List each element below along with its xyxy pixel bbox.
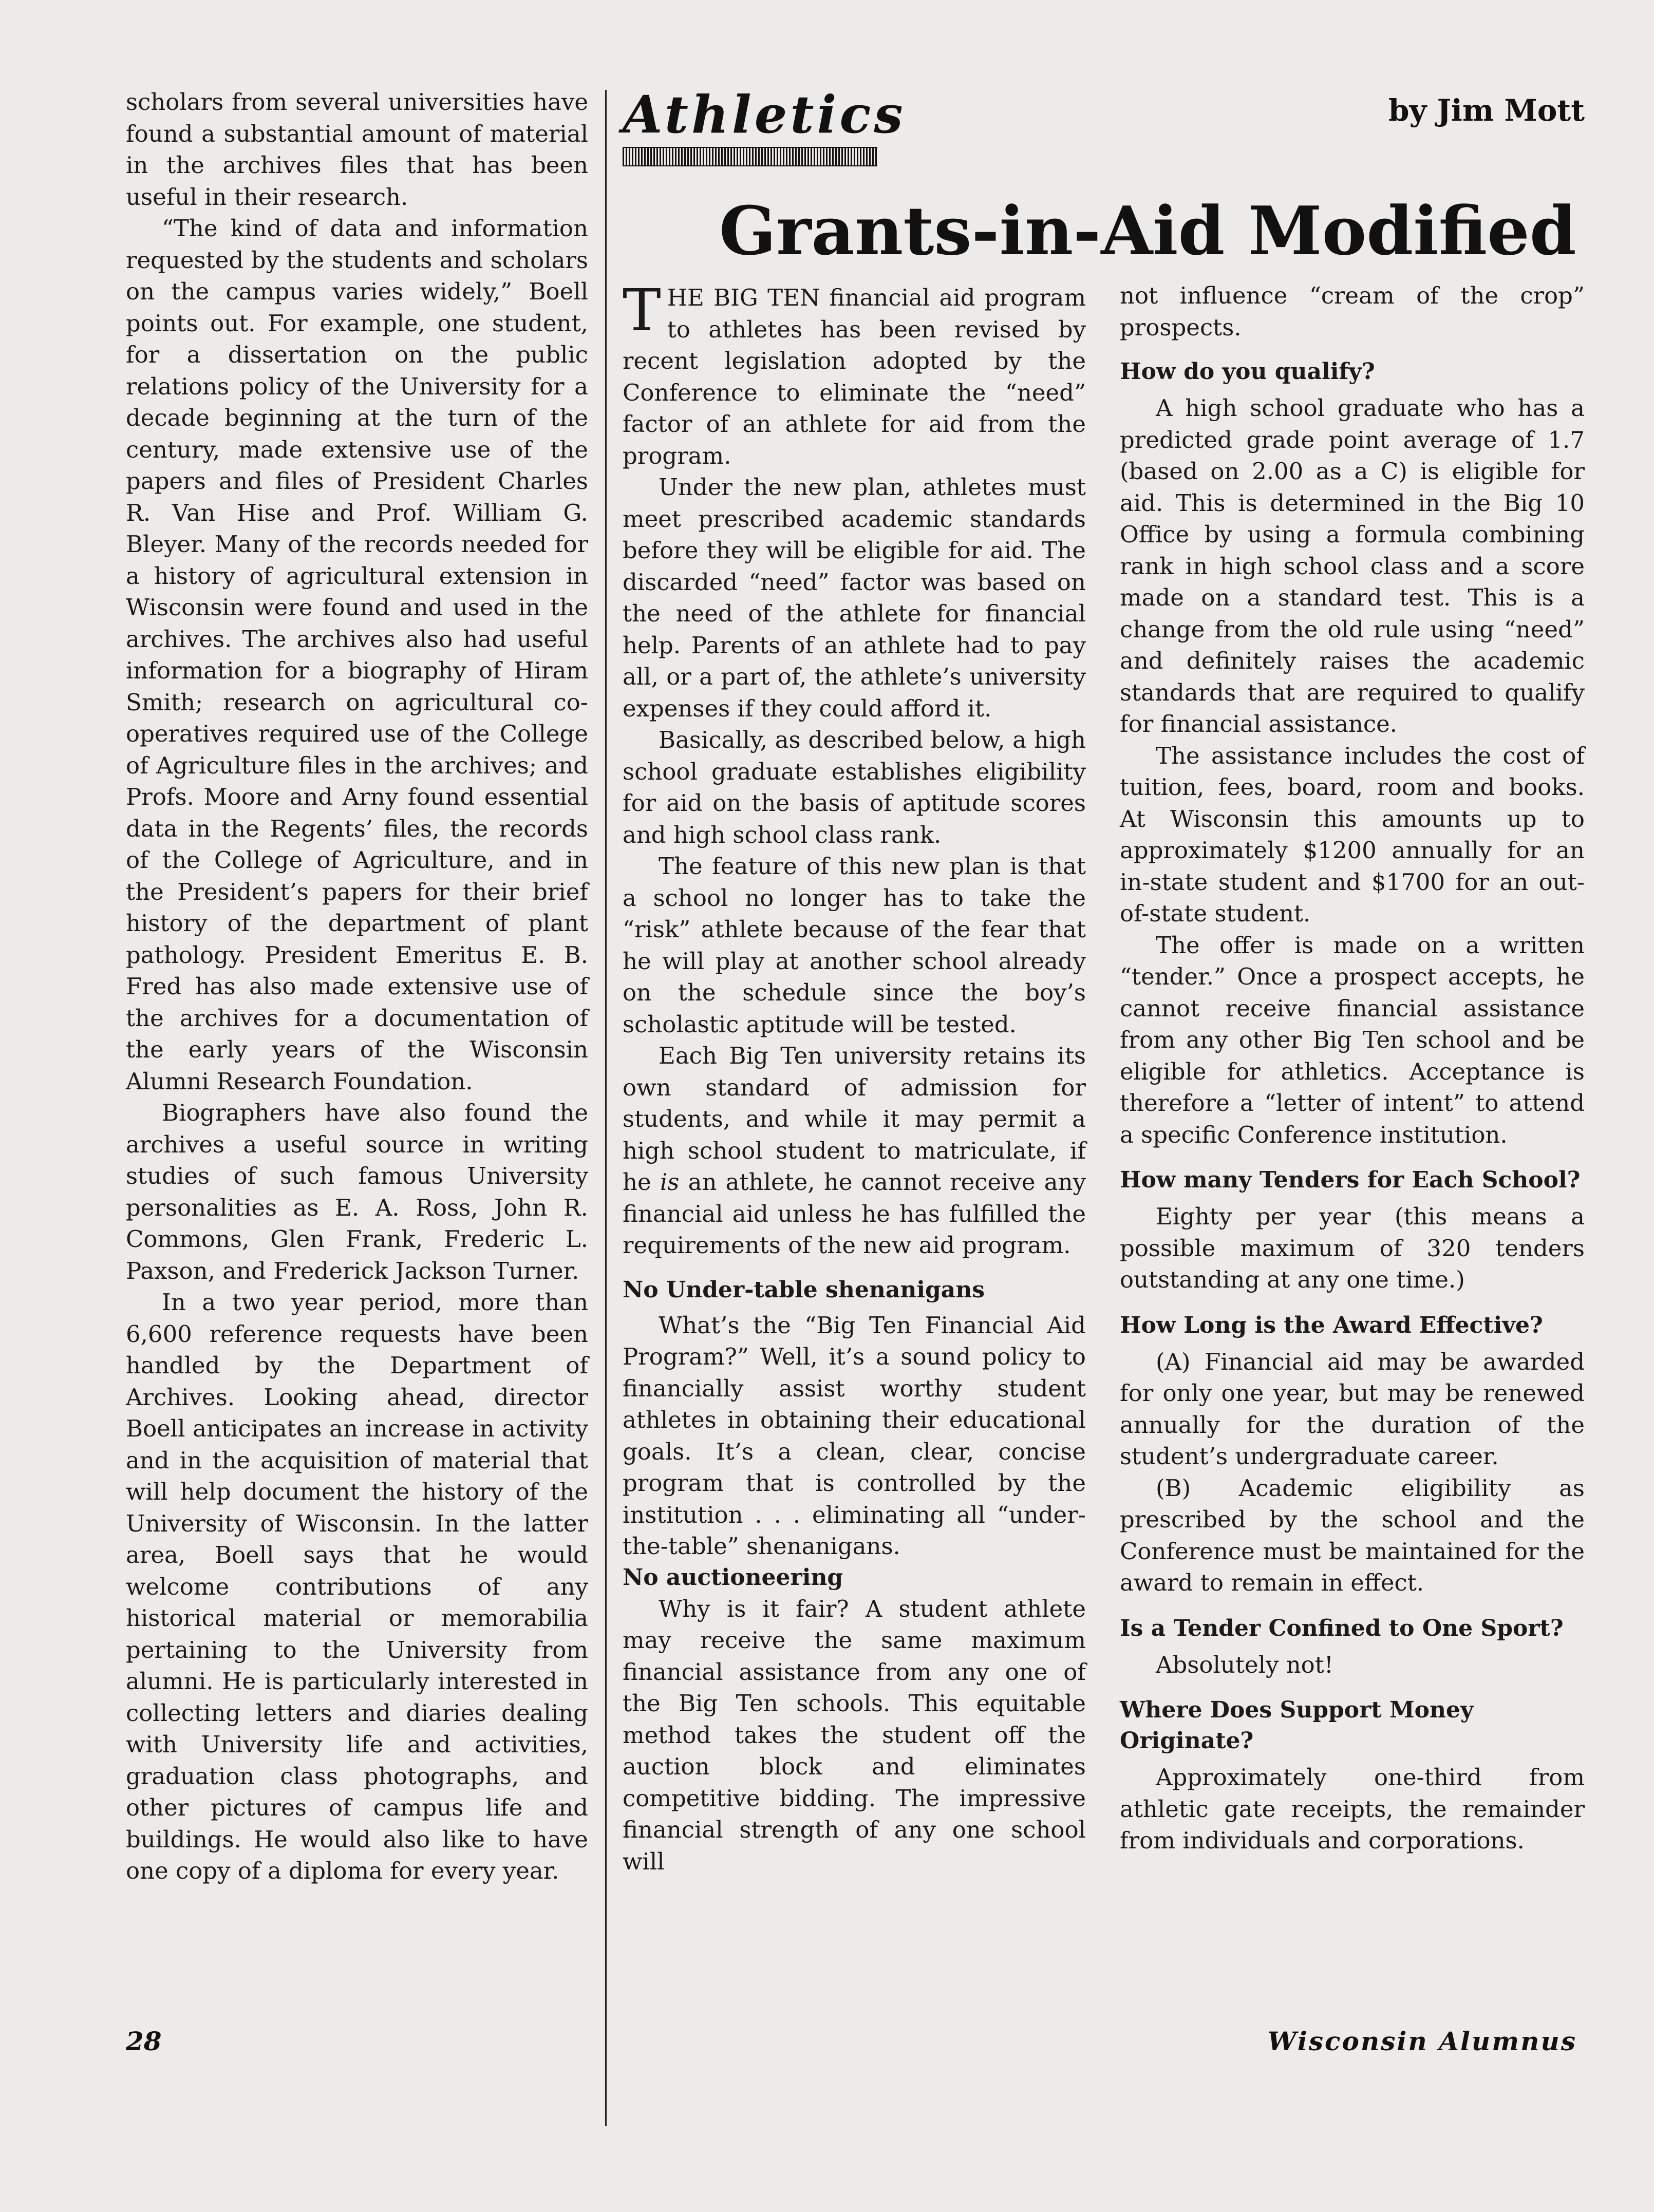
paragraph: (B) Academic eligibility as prescribed by the school and the Conference must be maintained for the award to remain in effect. [1120,1474,1585,1596]
paragraph: Absolutely not! [1156,1651,1333,1678]
middle-column [623,277,1086,1877]
section-title-bar [623,147,877,166]
paragraph: (A) Financial aid may be awarded for only one year, but may be renewed annually for the duration of the student’s undergraduate career. [1120,1348,1585,1470]
paragraph: scholars from several universities have found a substantial amount of material in the archives files that has been useful in their research. [126,88,588,211]
emphasis: is [660,1168,680,1196]
paragraph: Under the new plan, athletes must meet prescribed academic standards before they will be eligible for aid. The discarded “need” factor was based on the need of the athlete for financial help. Parents of an athlete had to pay all, or a part of, the athlete’s university expenses if they could afford it. [623,474,1086,722]
subheading: No auctioneering [623,1564,843,1591]
subheading: How do you qualify? [1120,358,1375,385]
paragraph: The feature of this new plan is that a school no longer has to take the “risk” athlete because of the fear that he will play at another school already on the schedule since the boy’s scholastic aptitude will be tested. [623,853,1086,1038]
paragraph: Eighty per year (this means a possible maximum of 320 tenders outstanding at any one time.) [1120,1203,1585,1293]
paragraph: Approximately one-third from athletic gate receipts, the remainder from individuals and corporations. [1120,1764,1585,1854]
subheading: How Long is the Award Effective? [1120,1312,1543,1338]
page-number: 28 [126,2026,162,2056]
paragraph: The assistance includes the cost of tuition, fees, board, room and books. At Wisconsin this amounts up to approximately $1200 annually for an in-state student and $1700 for an out-of-state student. [1120,742,1585,927]
paragraph: In a two year period, more than 6,600 reference requests have been handled by the Department of Archives. Looking ahead, director Boell anticipates an increase in activity and in the acquisition of material that will help document the history of the University of Wisconsin. In the latter area, Boell says that he would welcome contributions of any historical material or memorabilia pertaining to the University from alumni. He is particularly interested in collecting letters and diaries dealing with University life and activities, graduation class photographs, and other pictures of campus life and buildings. He would also like to have one copy of a diploma for every year. [126,1289,588,1884]
lead-paragraph [623,277,1086,471]
subheading: Is a Tender Confined to One Sport? [1120,1615,1564,1641]
publication-name: Wisconsin Alumnus [1267,2026,1577,2056]
paragraph: Biographers have also found the archives a useful source in writing studies of such famous University personalities as E. A. Ross, John R. Commons, Glen Frank, Frederic L. Paxson, and Frederick Jackson Turner. [126,1099,588,1284]
subheading: Where Does Support Money Originate? [1120,1697,1474,1754]
left-column [126,86,588,1887]
paragraph-text: Each Big Ten university retains its own standard of admission for students, and while it may permit a high school student to matriculate, if he [623,1042,1086,1196]
paragraph: “The kind of data and information requested by the students and scholars on the campus varies widely,” Boell points out. For example, one student, for a dissertation on the public relations policy of the University for a decade beginning at the turn of the century, made extensive use of the papers and files of President Charles R. Van Hise and Prof. William G. Bleyer. Many of the records needed for a history of agricultural extension in Wisconsin were found and used in the archives. The archives also had useful information for a biography of Hiram Smith; research on agricultural co-operatives required use of the College of Agriculture files in the archives; and Profs. Moore and Arny found essential data in the Regents’ files, the records of the College of Agriculture, and in the President’s papers for their brief history of the department of plant pathology. President Emeritus E. B. Fred has also made extensive use of the archives for a documentation of the early years of the Wisconsin Alumni Research Foundation. [126,215,588,1095]
right-column [1120,280,1585,1857]
subheading: No Under-table shenanigans [623,1276,985,1303]
byline: by Jim Mott [1388,93,1585,128]
lead-text: HE BIG TEN financial aid program to athletes has been revised by recent legislation adopted by the Conference to eliminate the “need” factor of an athlete for aid from the program. [623,284,1086,469]
paragraph: Basically, as described below, a high school graduate establishes eligibility for aid on the basis of aptitude scores and high school class rank. [623,726,1086,848]
column-divider [605,90,607,2126]
paragraph: A high school graduate who has a predicted grade point average of 1.7 (based on 2.00 as a C) is eligible for aid. This is determined in the Big 10 Office by using a formula combining rank in high school class and a score made on a standard test. This is a change from the old rule using “need” and definitely raises the academic standards that are required to qualify for financial assistance. [1120,394,1585,738]
paragraph [623,1040,1086,1261]
paragraph: not influence “cream of the crop” prospects. [1120,282,1585,341]
paragraph: What’s the “Big Ten Financial Aid Program?” Well, it’s a sound policy to financially assist worthy student athletes in obtaining their educational goals. It’s a clean, clear, concise program that is controlled by the institution . . . eliminating all “under-the-table” shenanigans. [623,1311,1086,1560]
drop-cap: T [623,277,661,344]
paragraph-text: an athlete, he cannot receive any financial aid unless he has fulfilled the requirements of the new aid program. [623,1168,1086,1259]
section-title: Athletics [623,84,906,145]
paragraph: The offer is made on a written “tender.” Once a prospect accepts, he cannot receive financial assistance from any other Big Ten school and be eligible for athletics. Acceptance is therefore a “letter of intent” to attend a specific Conference institution. [1120,931,1585,1148]
subheading: How many Tenders for Each School? [1120,1167,1581,1193]
headline: Grants-in-Aid Modified [719,192,1576,270]
paragraph: Why is it fair? A student athlete may receive the same maximum financial assistance from any one of the Big Ten schools. This equitable method takes the student off the auction block and eliminates competitive bidding. The impressive financial strength of any one school will [623,1595,1086,1875]
